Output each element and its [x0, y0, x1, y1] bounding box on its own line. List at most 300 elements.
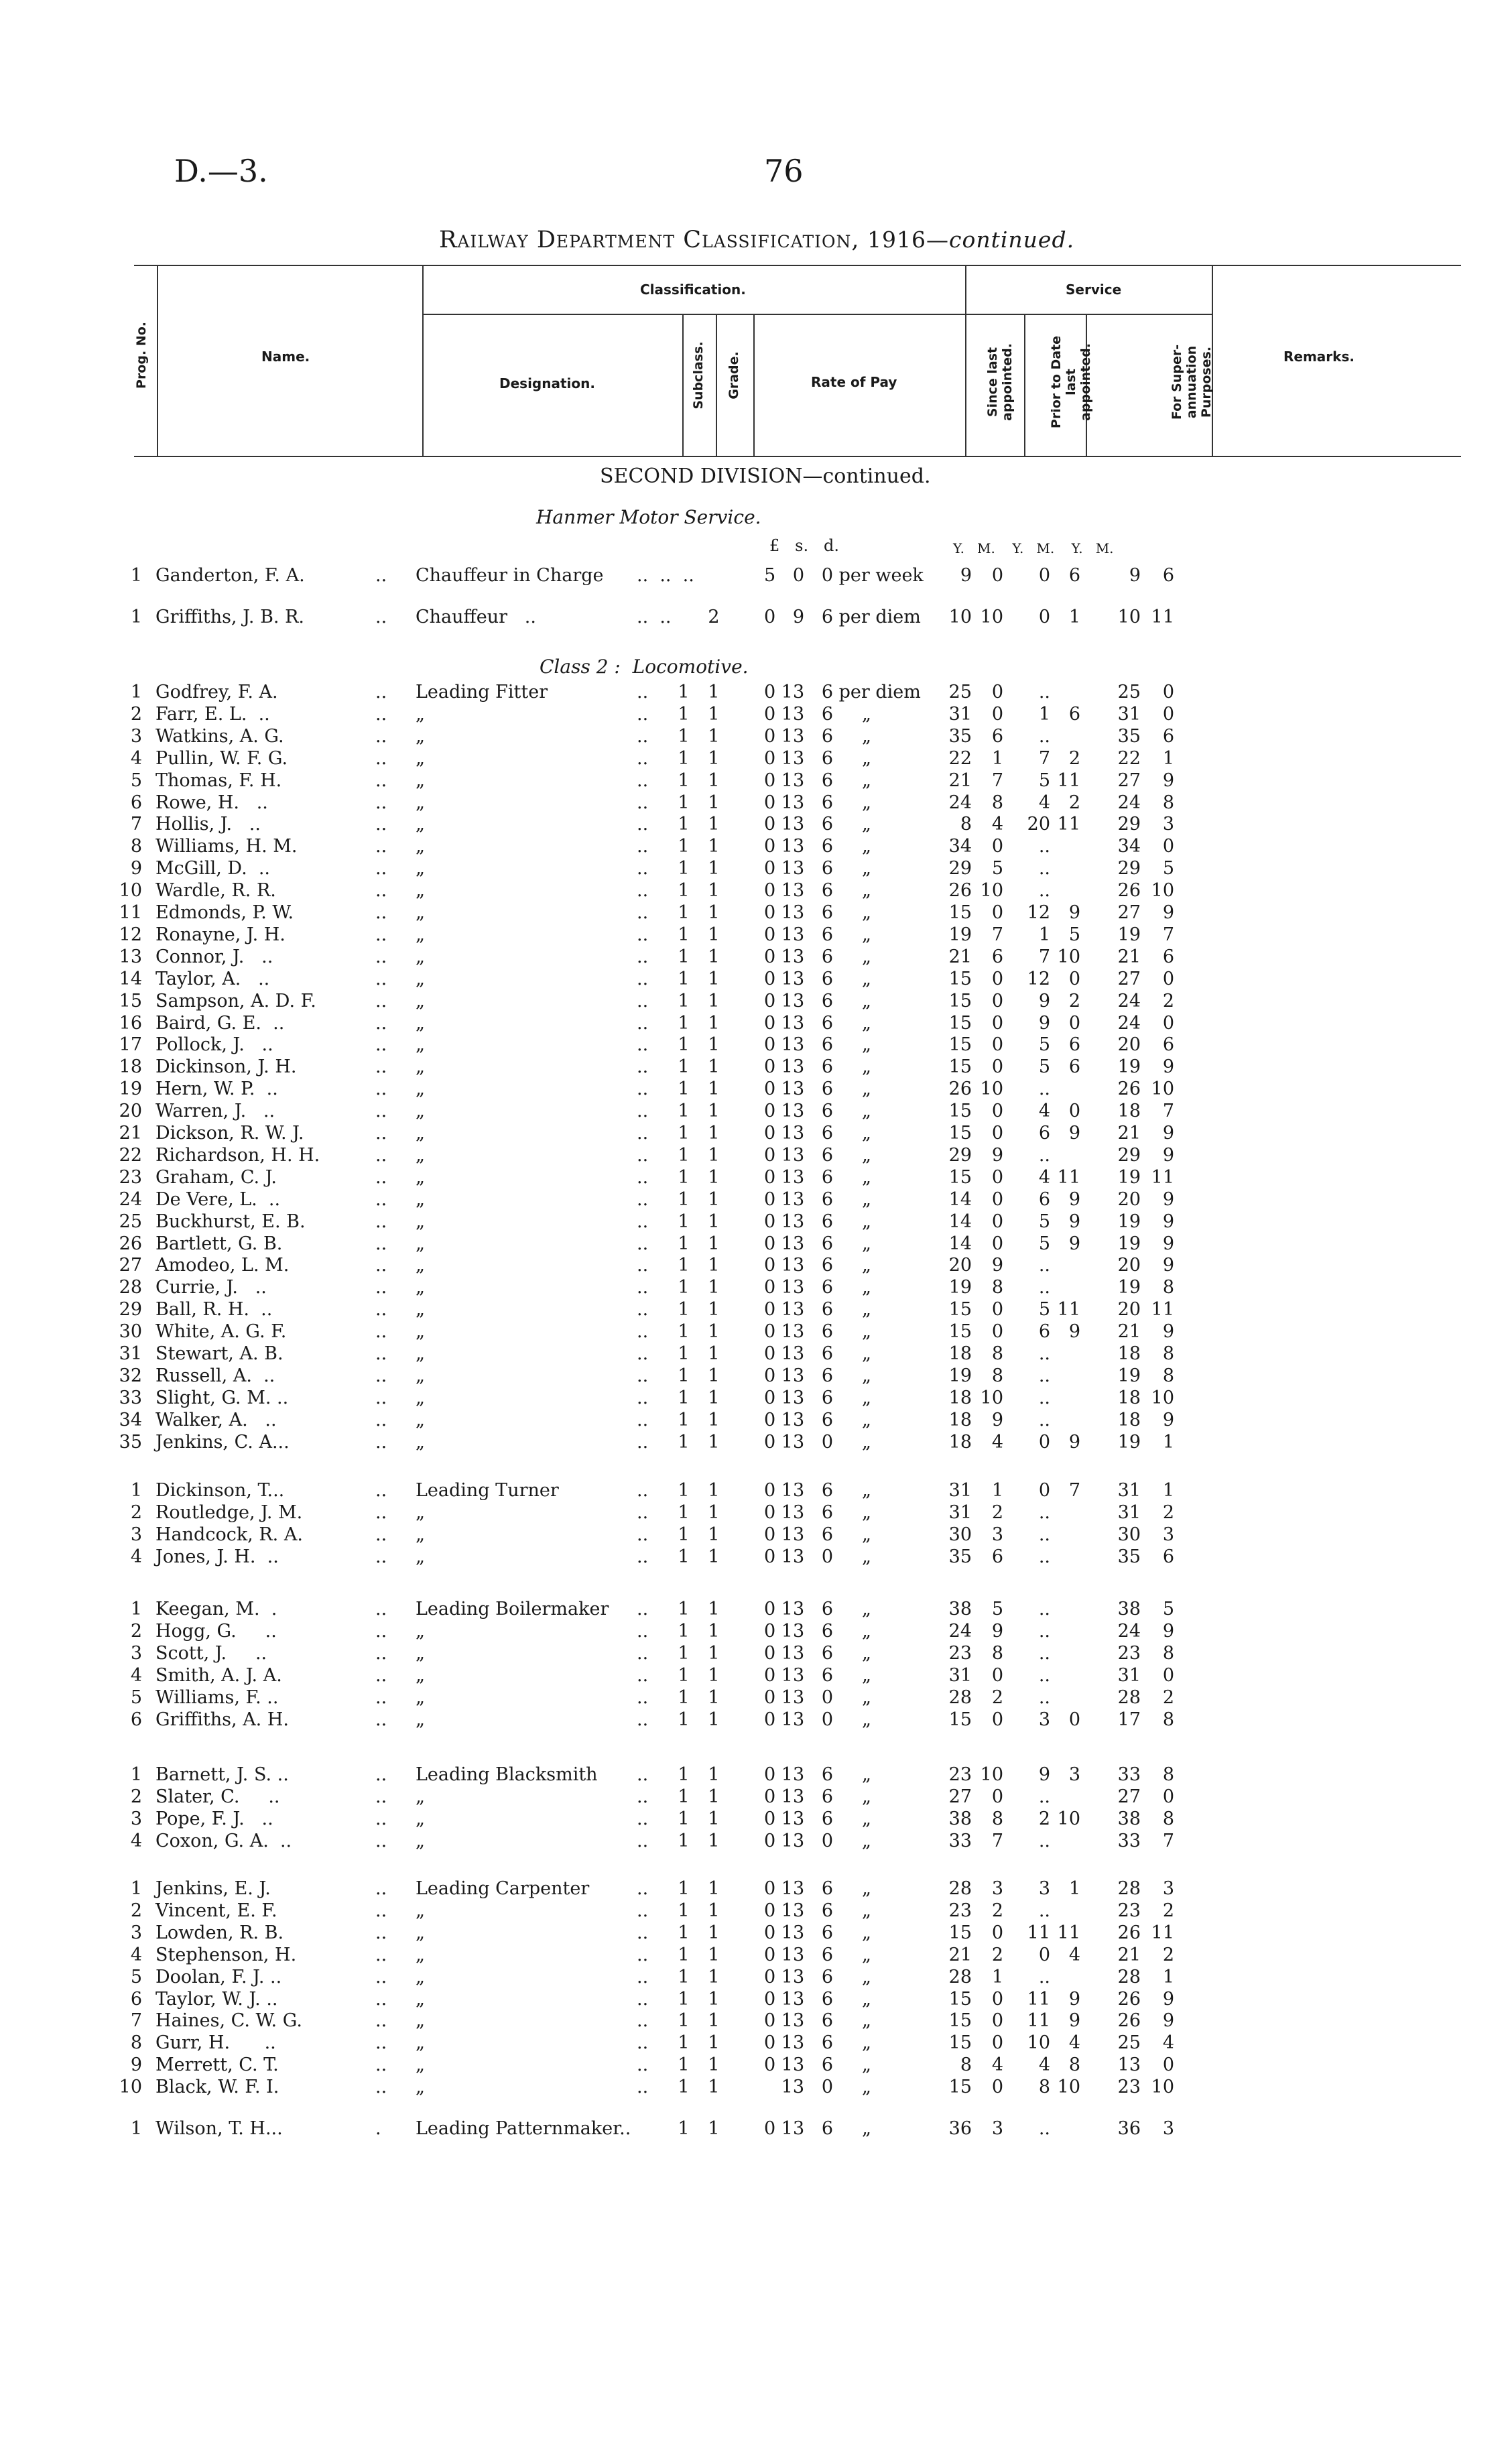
cell-no: 1	[130, 607, 142, 627]
cell-super-y: 18	[1117, 1387, 1141, 1408]
cell-dots2: ..	[637, 2077, 649, 2098]
cell-dots2: ..	[637, 968, 649, 989]
cell-super-m: 6	[1162, 1546, 1174, 1567]
cell-since-m: 3	[991, 1524, 1003, 1545]
cell-designation: „	[416, 1144, 425, 1166]
cell-subclass: 1	[678, 1966, 690, 1987]
cell-since-m: 0	[991, 1188, 1003, 1210]
cell-grade: 1	[708, 2118, 720, 2139]
cell-pay: 0 13 6 „	[764, 902, 871, 923]
cell-name: Godfrey, F. A.	[155, 682, 278, 702]
cell-prior-y: 11	[1027, 1922, 1050, 1943]
cell-name: Ball, R. H. ..	[155, 1299, 273, 1321]
cell-since-y: 38	[948, 1808, 972, 1829]
cell-grade: 1	[708, 1343, 720, 1364]
cell-no: 18	[119, 1056, 142, 1078]
cell-designation: „	[416, 1056, 425, 1078]
cell-prior-y: 0	[1038, 1431, 1050, 1453]
cell-dots2: ..	[637, 1144, 649, 1166]
cell-pay: 0 13 6 „	[764, 703, 871, 725]
cell-no: 5	[130, 1686, 142, 1708]
cell-name: Taylor, A. ..	[155, 968, 270, 989]
cell-dots2: ..	[637, 1056, 649, 1078]
cell-name: Gurr, H. ..	[155, 2032, 276, 2054]
cell-pay: 0 13 0 „	[764, 1686, 871, 1708]
cell-dots2: ..	[637, 1255, 649, 1276]
cell-designation: „	[416, 2054, 425, 2076]
cell-designation: „	[416, 1686, 425, 1708]
cell-name: Walker, A. ..	[155, 1409, 277, 1430]
cell-name: Ganderton, F. A.	[155, 565, 305, 586]
cell-no: 2	[130, 1620, 142, 1642]
cell-designation: Leading Blacksmith	[416, 1764, 598, 1785]
for-super-header: For Super- annuation Purposes.	[1170, 344, 1214, 420]
cell-pay: 0 13 6 „	[764, 1387, 871, 1408]
cell-prior-y: ..	[1038, 1079, 1050, 1100]
cell-dots1: ..	[375, 858, 387, 879]
cell-no: 4	[130, 747, 142, 769]
cell-prior-y: 4	[1038, 1101, 1050, 1122]
cell-grade: 1	[708, 1830, 720, 1851]
cell-designation: „	[416, 1501, 425, 1523]
cell-super-y: 31	[1117, 703, 1141, 725]
cell-super-m: 8	[1162, 1642, 1174, 1664]
cell-dots2: ..	[637, 1944, 649, 1965]
cell-dots1: ..	[375, 1922, 387, 1943]
cell-designation: „	[416, 968, 425, 989]
cell-pay: 0 13 6 per diem	[764, 682, 921, 702]
cell-dots1: ..	[375, 1012, 387, 1034]
cell-since-m: 0	[991, 1056, 1003, 1078]
table-row	[0, 946, 1512, 967]
cell-since-m: 10	[980, 1764, 1003, 1785]
cell-super-m: 5	[1162, 1599, 1174, 1619]
cell-no: 3	[130, 725, 142, 747]
cell-subclass: 1	[678, 1764, 690, 1785]
table-row	[0, 902, 1512, 922]
cell-designation: „	[416, 858, 425, 879]
cell-dots1: ..	[375, 1079, 387, 1100]
cell-pay: 0 13 6 „	[764, 1277, 871, 1298]
cell-name: Smith, A. J. A.	[155, 1664, 282, 1686]
cell-dots1: ..	[375, 1642, 387, 1664]
cell-dots2: ..	[637, 1343, 649, 1364]
cell-super-y: 10	[1117, 607, 1141, 627]
cell-dots2: ..	[637, 1878, 649, 1899]
cell-since-y: 15	[948, 1922, 972, 1943]
cell-dots1: ..	[375, 1966, 387, 1987]
cell-super-m: 8	[1162, 1277, 1174, 1298]
cell-grade: 1	[708, 1034, 720, 1056]
cell-prior-m: 2	[1068, 990, 1080, 1011]
cell-subclass: 1	[678, 1808, 690, 1829]
cell-name: Doolan, F. J. ..	[155, 1966, 282, 1987]
cell-designation: „	[416, 703, 425, 725]
cell-dots2: ..	[637, 1409, 649, 1430]
cell-designation: „	[416, 1123, 425, 1144]
cell-since-y: 26	[948, 880, 972, 902]
cell-no: 3	[130, 1922, 142, 1943]
cell-dots2: ..	[637, 1524, 649, 1545]
table-row	[0, 1945, 1512, 1965]
cell-super-y: 20	[1117, 1188, 1141, 1210]
cell-subclass: 1	[678, 1034, 690, 1056]
cell-grade: 2	[708, 607, 720, 627]
cell-dots1: ..	[375, 990, 387, 1011]
cell-since-y: 31	[948, 1501, 972, 1523]
cell-prior-y: 9	[1038, 1764, 1050, 1785]
cell-since-m: 9	[991, 1620, 1003, 1642]
cell-name: Edmonds, P. W.	[155, 902, 294, 923]
cell-grade: 1	[708, 1546, 720, 1567]
cell-prior-y: 0	[1038, 607, 1050, 627]
table-row	[0, 1808, 1512, 1829]
cell-dots1: ..	[375, 1830, 387, 1851]
cell-grade: 1	[708, 1501, 720, 1523]
table-row	[0, 924, 1512, 944]
cell-designation: „	[416, 792, 425, 813]
cell-no: 1	[130, 1878, 142, 1899]
cell-super-y: 20	[1117, 1299, 1141, 1321]
cell-subclass: 1	[678, 1546, 690, 1567]
cell-designation: „	[416, 1166, 425, 1188]
cell-subclass: 1	[678, 1299, 690, 1321]
cell-dots2: ..	[637, 946, 649, 967]
cell-designation: Leading Patternmaker..	[416, 2118, 631, 2139]
cell-super-y: 36	[1117, 2118, 1141, 2139]
cell-grade: 1	[708, 1321, 720, 1343]
cell-dots2: ..	[637, 1599, 649, 1619]
money-units: £ s. d.	[769, 536, 839, 555]
cell-no: 1	[130, 1764, 142, 1785]
cell-dots2: ..	[637, 703, 649, 725]
cell-no: 1	[130, 565, 142, 586]
table-row	[0, 1056, 1512, 1077]
cell-super-y: 13	[1117, 2054, 1141, 2076]
cell-subclass: 1	[678, 814, 690, 835]
table-row	[0, 1321, 1512, 1341]
cell-pay: 0 13 6 „	[764, 924, 871, 945]
table-row	[0, 1621, 1512, 1641]
cell-name: Dickson, R. W. J.	[155, 1123, 304, 1144]
cell-since-m: 0	[991, 1101, 1003, 1122]
cell-since-y: 24	[948, 792, 972, 813]
cell-prior-m: 0	[1068, 1709, 1080, 1730]
cell-since-y: 23	[948, 1642, 972, 1664]
cell-dots1: ..	[375, 1123, 387, 1144]
remarks-header: Remarks.	[1283, 349, 1354, 365]
table-row	[0, 1123, 1512, 1143]
cell-prior-m: 0	[1068, 1101, 1080, 1122]
cell-dots1: ..	[375, 1546, 387, 1567]
cell-since-y: 35	[948, 1546, 972, 1567]
subclass-header: Subclass.	[691, 341, 706, 410]
cell-since-m: 10	[980, 607, 1003, 627]
cell-prior-m: 8	[1068, 2054, 1080, 2076]
cell-grade: 1	[708, 1480, 720, 1501]
division-title: SECOND DIVISION—continued.	[600, 465, 931, 488]
cell-dots1: ..	[375, 1900, 387, 1921]
table-row	[0, 1831, 1512, 1851]
cell-pay: 0 13 6 „	[764, 1501, 871, 1523]
title-main: Railway Department Classification,	[439, 227, 860, 253]
cell-super-m: 11	[1151, 607, 1174, 627]
cell-prior-m: 11	[1057, 770, 1080, 791]
cell-prior-y: ..	[1038, 1277, 1050, 1298]
cell-super-y: 35	[1117, 1546, 1141, 1567]
cell-grade: 1	[708, 1922, 720, 1943]
cell-dots1: ..	[375, 607, 387, 627]
col-divider	[1024, 314, 1025, 457]
cell-pay: 0 13 6 „	[764, 1255, 871, 1276]
cell-name: Slater, C. ..	[155, 1786, 280, 1807]
cell-pay: 0 13 6 „	[764, 792, 871, 813]
cell-dots2: ..	[637, 1079, 649, 1100]
cell-super-m: 5	[1162, 858, 1174, 879]
cell-name: Hogg, G. ..	[155, 1620, 277, 1642]
cell-pay: 0 13 6 „	[764, 990, 871, 1011]
cell-super-m: 10	[1151, 1387, 1174, 1408]
cell-grade: 1	[708, 1101, 720, 1122]
cell-subclass: 1	[678, 1277, 690, 1298]
cell-prior-m: 0	[1068, 968, 1080, 989]
cell-dots1: ..	[375, 1211, 387, 1232]
cell-prior-y: ..	[1038, 1546, 1050, 1567]
cell-prior-y: 0	[1038, 1480, 1050, 1501]
cell-since-y: 15	[948, 1299, 972, 1321]
cell-dots2: ..	[637, 1664, 649, 1686]
cell-since-m: 2	[991, 1900, 1003, 1921]
cell-dots1: ..	[375, 1233, 387, 1254]
cell-grade: 1	[708, 1764, 720, 1785]
cell-grade: 1	[708, 1709, 720, 1730]
cell-designation: „	[416, 2077, 425, 2098]
cell-prior-m: 10	[1057, 946, 1080, 967]
cell-since-m: 0	[991, 1123, 1003, 1144]
cell-dots2: ..	[637, 1365, 649, 1386]
cell-dots1: ..	[375, 1988, 387, 2010]
cell-dots2: ..	[637, 924, 649, 945]
cell-designation: „	[416, 1299, 425, 1321]
cell-pay: 0 13 6 „	[764, 1988, 871, 2010]
cell-grade: 1	[708, 814, 720, 835]
cell-dots2: .. ..	[637, 607, 672, 627]
cell-since-y: 15	[948, 1034, 972, 1056]
col-divider	[682, 314, 684, 457]
cell-pay: 0 13 6 „	[764, 880, 871, 902]
cell-prior-y: ..	[1038, 1365, 1050, 1386]
cell-subclass: 1	[678, 1144, 690, 1166]
cell-grade: 1	[708, 1166, 720, 1188]
cell-dots2: ..	[637, 1988, 649, 2010]
cell-super-y: 24	[1117, 792, 1141, 813]
cell-subclass: 1	[678, 1830, 690, 1851]
cell-grade: 1	[708, 1211, 720, 1232]
cell-super-m: 7	[1162, 924, 1174, 945]
table-row	[0, 607, 1512, 627]
cell-pay: 0 13 6 „	[764, 1034, 871, 1056]
cell-dots2: ..	[637, 1431, 649, 1453]
cell-pay: 0 13 0 „	[764, 1431, 871, 1453]
cell-subclass: 1	[678, 968, 690, 989]
cell-super-m: 0	[1162, 836, 1174, 857]
cell-designation: Chauffeur ..	[416, 607, 536, 627]
cell-subclass: 1	[678, 770, 690, 791]
cell-grade: 1	[708, 836, 720, 857]
cell-super-y: 24	[1117, 1620, 1141, 1642]
cell-grade: 1	[708, 902, 720, 923]
cell-grade: 1	[708, 1808, 720, 1829]
cell-dots2: ..	[637, 1277, 649, 1298]
cell-super-y: 18	[1117, 1343, 1141, 1364]
cell-grade: 1	[708, 1524, 720, 1545]
table-row	[0, 1432, 1512, 1452]
cell-no: 29	[119, 1299, 142, 1321]
table-row	[0, 2077, 1512, 2097]
cell-prior-m: 4	[1068, 2032, 1080, 2054]
cell-subclass: 1	[678, 1211, 690, 1232]
cell-since-y: 24	[948, 1620, 972, 1642]
table-row	[0, 792, 1512, 812]
cell-super-m: 11	[1151, 1166, 1174, 1188]
cell-since-m: 7	[991, 770, 1003, 791]
cell-super-m: 11	[1151, 1922, 1174, 1943]
cell-dots2: ..	[637, 1922, 649, 1943]
cell-no: 19	[119, 1079, 142, 1100]
cell-prior-y: ..	[1038, 1409, 1050, 1430]
cell-grade: 1	[708, 792, 720, 813]
cell-grade: 1	[708, 1255, 720, 1276]
cell-pay: 0 9 6 per diem	[764, 607, 921, 627]
cell-dots1: ..	[375, 924, 387, 945]
cell-pay: 0 13 6 „	[764, 1764, 871, 1785]
cell-no: 34	[119, 1409, 142, 1430]
cell-pay: 0 13 6 „	[764, 1123, 871, 1144]
cell-since-y: 20	[948, 1255, 972, 1276]
cell-super-y: 28	[1117, 1878, 1141, 1899]
cell-name: Vincent, E. F.	[155, 1900, 277, 1921]
cell-grade: 1	[708, 858, 720, 879]
group-heading: Hanmer Motor Service.	[536, 506, 761, 528]
cell-prior-y: ..	[1038, 880, 1050, 902]
cell-super-y: 31	[1117, 1480, 1141, 1501]
cell-prior-y: 9	[1038, 1012, 1050, 1034]
cell-super-y: 27	[1117, 902, 1141, 923]
cell-prior-m: 9	[1068, 1211, 1080, 1232]
cell-no: 33	[119, 1387, 142, 1408]
cell-grade: 1	[708, 2010, 720, 2032]
cell-grade: 1	[708, 1786, 720, 1807]
cell-since-m: 1	[991, 1480, 1003, 1501]
cell-since-m: 2	[991, 1501, 1003, 1523]
designation-header: Designation.	[499, 375, 595, 391]
table-row	[0, 1900, 1512, 1920]
cell-since-m: 1	[991, 1966, 1003, 1987]
cell-prior-y: 12	[1027, 902, 1050, 923]
cell-super-m: 8	[1162, 1764, 1174, 1785]
cell-designation: „	[416, 1079, 425, 1100]
cell-since-m: 5	[991, 1599, 1003, 1619]
cell-prior-y: 3	[1038, 1709, 1050, 1730]
cell-super-y: 23	[1117, 2077, 1141, 2098]
document-title	[439, 227, 1074, 253]
cell-dots1: ..	[375, 1431, 387, 1453]
cell-grade: 1	[708, 703, 720, 725]
cell-prior-y: 5	[1038, 1056, 1050, 1078]
cell-since-y: 14	[948, 1211, 972, 1232]
cell-dots1: ..	[375, 725, 387, 747]
cell-subclass: 1	[678, 2054, 690, 2076]
cell-since-y: 25	[948, 682, 972, 702]
group-heading: Class 2 : Locomotive.	[540, 656, 749, 678]
cell-dots2: ..	[637, 1034, 649, 1056]
cell-since-y: 15	[948, 1101, 972, 1122]
cell-prior-y: ..	[1038, 1144, 1050, 1166]
cell-no: 1	[130, 682, 142, 702]
cell-designation: „	[416, 1409, 425, 1430]
col-divider	[753, 314, 755, 457]
table-row	[0, 1709, 1512, 1729]
cell-no: 17	[119, 1034, 142, 1056]
cell-since-m: 0	[991, 1166, 1003, 1188]
cell-dots2: ..	[637, 1166, 649, 1188]
cell-pay: 0 13 6 „	[764, 1900, 871, 1921]
cell-since-m: 6	[991, 1546, 1003, 1567]
cell-name: White, A. G. F.	[155, 1321, 287, 1343]
cell-pay: 0 13 0 „	[764, 1546, 871, 1567]
cell-subclass: 1	[678, 1431, 690, 1453]
cell-subclass: 1	[678, 1166, 690, 1188]
cell-subclass: 1	[678, 1321, 690, 1343]
cell-name: Handcock, R. A.	[155, 1524, 303, 1545]
cell-dots1: ..	[375, 1664, 387, 1686]
cell-prior-y: ..	[1038, 1524, 1050, 1545]
cell-prior-m: 10	[1057, 2077, 1080, 2098]
cell-super-y: 25	[1117, 2032, 1141, 2054]
cell-name: Black, W. F. I.	[155, 2077, 279, 2098]
cell-super-m: 9	[1162, 1409, 1174, 1430]
cell-dots2: ..	[637, 1387, 649, 1408]
cell-super-m: 9	[1162, 1144, 1174, 1166]
cell-prior-m: 11	[1057, 1166, 1080, 1188]
cell-prior-m: 9	[1068, 1431, 1080, 1453]
cell-pay: 0 13 6 „	[764, 1101, 871, 1122]
cell-grade: 1	[708, 1642, 720, 1664]
cell-pay: 0 13 6 „	[764, 1944, 871, 1965]
cell-name: Wardle, R. R.	[155, 880, 276, 902]
cell-designation: „	[416, 1900, 425, 1921]
cell-pay: 13 0 „	[764, 2077, 871, 2098]
cell-dots1: ..	[375, 1878, 387, 1899]
cell-designation: „	[416, 814, 425, 835]
cell-grade: 1	[708, 1387, 720, 1408]
cell-pay: 0 13 6 „	[764, 1878, 871, 1899]
cell-dots2: ..	[637, 682, 649, 702]
cell-super-m: 9	[1162, 1988, 1174, 2010]
table-row	[0, 2010, 1512, 2030]
cell-since-y: 15	[948, 902, 972, 923]
cell-no: 2	[130, 1786, 142, 1807]
cell-dots2: ..	[637, 814, 649, 835]
cell-since-y: 29	[948, 1144, 972, 1166]
cell-dots1: ..	[375, 1365, 387, 1386]
cell-super-y: 19	[1117, 1277, 1141, 1298]
cell-no: 30	[119, 1321, 142, 1343]
table-row	[0, 814, 1512, 834]
cell-no: 31	[119, 1343, 142, 1364]
table-row	[0, 748, 1512, 768]
cell-since-y: 15	[948, 1321, 972, 1343]
